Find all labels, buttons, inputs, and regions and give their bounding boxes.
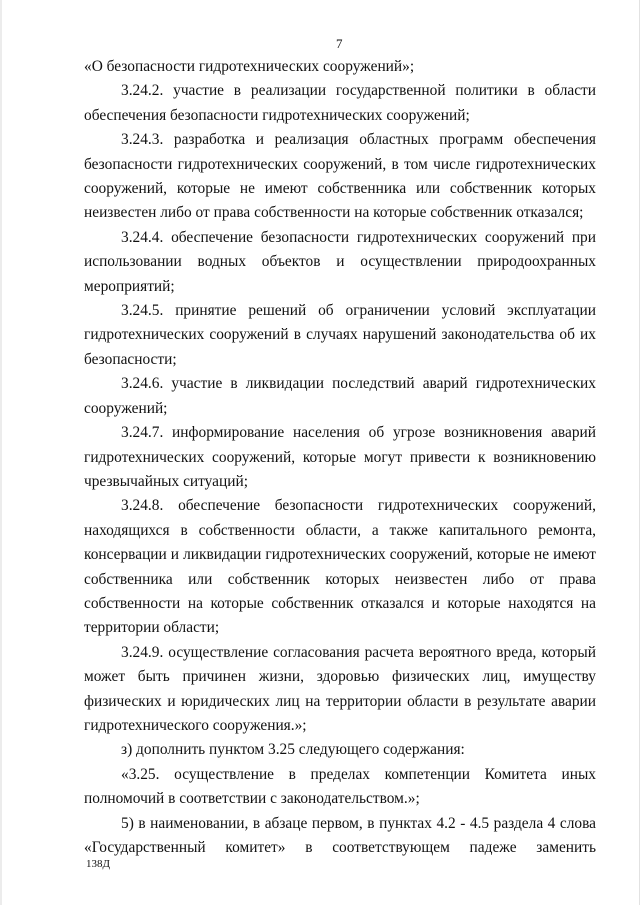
paragraph: 3.24.2. участие в реализации государственной политики в области обеспечения безопасности гидротехнических сооружений;: [84, 82, 596, 124]
paragraph: 5) в наименовании, в абзаце первом, в пунктах 4.2 - 4.5 раздела 4 слова «Государственный комитет» в соответствующем падеже заменить: [84, 814, 596, 856]
paragraph: 3.24.8. обеспечение безопасности гидротехнических сооружений, находящихся в собственности области, а также капитального ремонта, консервации и ликвидации гидротехнических сооружений, которые не имеют собственника или собственник которых неизвестен либо от права собственности на которые собственник отказался и которые находятся на территории области;: [84, 497, 596, 637]
document-body: [84, 55, 596, 860]
paragraph: 3.24.9. осуществление согласования расчета вероятного вреда, который может быть причинен жизни, здоровью физических лиц, имуществу физических и юридических лиц на территории области в результате аварии гидротехнического сооружения.»;: [84, 643, 596, 734]
paragraph: 3.24.5. принятие решений об ограничении условий эксплуатации гидротехнических сооружений в случаях нарушений законодательства об их безопасности;: [84, 302, 596, 368]
paragraph: «3.25. осуществление в пределах компетенции Комитета иных полномочий в соответствии с законодательством.»;: [84, 765, 596, 808]
paragraph: з) дополнить пунктом 3.25 следующего содержания:: [121, 741, 465, 759]
paragraph: 3.24.6. участие в ликвидации последствий аварий гидротехнических сооружений;: [84, 375, 596, 417]
page-number: 7: [336, 36, 343, 51]
paragraph: 3.24.7. информирование населения об угрозе возникновения аварий гидротехнических сооружений, которые могут привести к возникновению чрезвычайных ситуаций;: [84, 424, 596, 490]
scan-edge-left: [0, 0, 2, 905]
footer-code: 138Д: [86, 858, 111, 870]
paragraph: 3.24.4. обеспечение безопасности гидротехнических сооружений при использовании водных объектов и осуществлении природоохранных мероприятий;: [84, 228, 596, 295]
paragraph: 3.24.3. разработка и реализация областных программ обеспечения безопасности гидротехнических сооружений, в том числе гидротехнических сооружений, которые не имеют собственника или собственник которых неизвестен либо от права собственности на которые собственник отказался;: [84, 131, 596, 222]
paragraph: «О безопасности гидротехнических сооружений»;: [84, 58, 415, 75]
